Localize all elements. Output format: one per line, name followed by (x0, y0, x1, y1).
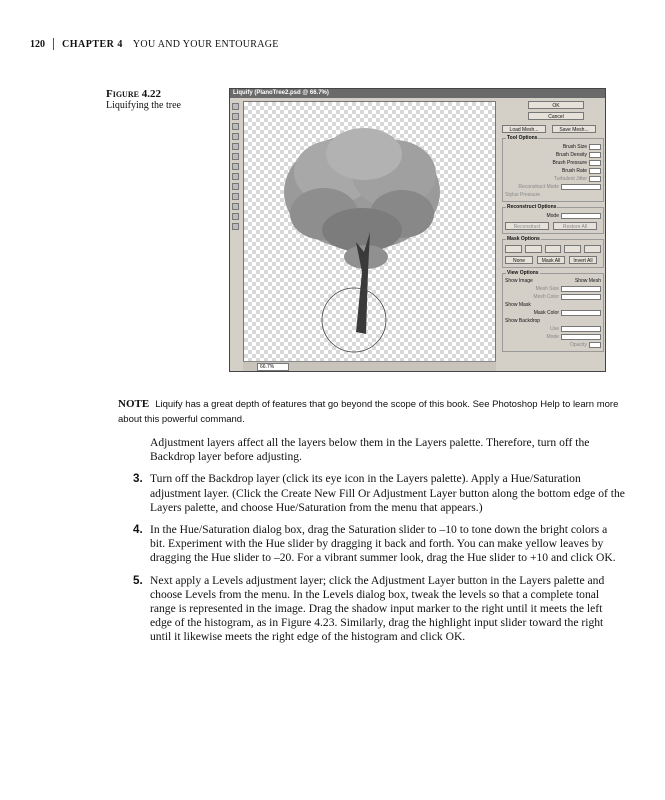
revert-mode-select[interactable] (561, 213, 601, 219)
note-label: NOTE (118, 398, 150, 410)
shift-pixels-tool-icon[interactable] (232, 163, 239, 170)
backdrop-mode-label: Mode (546, 334, 559, 340)
reconstruct-options-section (502, 204, 604, 234)
note-block (118, 397, 628, 427)
freeze-tool-icon[interactable] (232, 193, 239, 200)
turbulent-jitter-field[interactable] (589, 176, 601, 182)
mesh-color-select[interactable] (561, 294, 601, 300)
mask-add-icon[interactable] (525, 245, 542, 253)
mask-options-title: Mask Options (507, 236, 540, 242)
reconstruct-mode-select[interactable] (561, 184, 601, 190)
brush-size-field[interactable] (589, 144, 601, 150)
header-divider (53, 38, 54, 50)
tree-image (244, 102, 495, 360)
view-options-section (502, 270, 604, 352)
mask-none-button[interactable]: None (505, 256, 533, 264)
brush-pressure-label: Brush Pressure (552, 160, 587, 166)
turbulent-jitter-label: Turbulent Jitter (553, 176, 587, 182)
preview-canvas[interactable] (243, 101, 496, 363)
body-text (133, 436, 625, 653)
window-title: Liquify (PlanoTree2.psd @ 66.7%) (230, 89, 605, 98)
figure-label: Figure 4.22 (106, 88, 161, 100)
zoom-field[interactable]: 66.7% (257, 363, 289, 371)
mesh-size-label: Mesh Size (535, 286, 559, 292)
liquify-screenshot (229, 88, 606, 372)
invert-all-button[interactable]: Invert All (569, 256, 597, 264)
twirl-cw-tool-icon[interactable] (232, 123, 239, 130)
load-mesh-button[interactable]: Load Mesh... (502, 125, 546, 133)
hand-tool-icon[interactable] (232, 213, 239, 220)
save-mesh-button[interactable]: Save Mesh... (552, 125, 596, 133)
tool-options-title: Tool Options (507, 135, 538, 141)
restore-all-button[interactable]: Restore All (553, 222, 597, 230)
mesh-size-select[interactable] (561, 286, 601, 292)
tool-options-section (502, 135, 604, 202)
opacity-label: Opacity (570, 342, 587, 348)
step-number: 3. (133, 472, 143, 486)
ok-button[interactable]: OK (528, 101, 584, 109)
intro-paragraph: Adjustment layers affect all the layers below them in the Layers palette. Therefore, turn off the Backdrop layer before adjusting. (150, 436, 590, 464)
brush-size-label: Brush Size (562, 144, 587, 150)
page-number: 120 (30, 38, 45, 50)
use-select[interactable] (561, 326, 601, 332)
mask-subtract-icon[interactable] (545, 245, 562, 253)
show-backdrop-checkbox[interactable]: Show Backdrop (505, 318, 541, 324)
backdrop-mode-select[interactable] (561, 334, 601, 340)
reconstruct-tool-icon[interactable] (232, 183, 239, 190)
step-item (133, 472, 625, 515)
use-label: Use (550, 326, 559, 332)
brush-density-label: Brush Density (555, 152, 587, 158)
figure-caption: Liquifying the tree (106, 100, 181, 111)
mask-intersect-icon[interactable] (564, 245, 581, 253)
reconstruct-mode-label: Reconstruct Mode (518, 184, 559, 190)
status-bar (243, 361, 496, 371)
show-mesh-checkbox[interactable]: Show Mesh (574, 278, 601, 284)
show-image-checkbox[interactable]: Show Image (505, 278, 533, 284)
mask-options-section (502, 236, 604, 268)
reflection-tool-icon[interactable] (232, 173, 239, 180)
reconstruct-mode-label2: Mode (546, 213, 559, 219)
brush-rate-label: Brush Rate (561, 168, 587, 174)
opacity-field[interactable] (589, 342, 601, 348)
options-panel (502, 101, 604, 352)
step-item (133, 573, 625, 645)
chapter-title: YOU AND YOUR ENTOURAGE (132, 38, 279, 50)
chapter-label: CHAPTER 4 (62, 38, 123, 50)
step-text: Turn off the Backdrop layer (click its eye icon in the Layers palette). Apply a Hue/Saturation adjustment layer. (Click the Create New Fill Or Adjustment Layer button along the bottom edge of the Layers palette, and choose Hue/Saturation from the menu that appears.) (150, 472, 625, 514)
step-number: 5. (133, 573, 143, 587)
mask-all-button[interactable]: Mask All (537, 256, 565, 264)
steps-list (133, 472, 625, 644)
tool-palette (232, 103, 240, 233)
twirl-ccw-tool-icon[interactable] (232, 133, 239, 140)
turbulence-tool-icon[interactable] (232, 113, 239, 120)
note-text: Liquify has a great depth of features that go beyond the scope of this book. See Photoshop Help to learn more about this powerful command. (118, 399, 619, 425)
view-options-title: View Options (507, 270, 539, 276)
brush-rate-field[interactable] (589, 168, 601, 174)
step-text: In the Hue/Saturation dialog box, drag the Saturation slider to –10 to tone down the bright colors a bit. Experiment with the Hue slider by dragging it back and forth. You can make yellow leaves by dragging the Hue slider to –20. For a vibrant summer look, drag the Hue slider to +10 and click OK. (150, 523, 616, 565)
step-number: 4. (133, 523, 143, 537)
mask-color-select[interactable] (561, 310, 601, 316)
show-mask-checkbox[interactable]: Show Mask (505, 302, 531, 308)
reconstruct-button[interactable]: Reconstruct (505, 222, 549, 230)
thaw-tool-icon[interactable] (232, 203, 239, 210)
brush-pressure-field[interactable] (589, 160, 601, 166)
mask-invert-icon[interactable] (584, 245, 601, 253)
warp-tool-icon[interactable] (232, 103, 239, 110)
stylus-pressure-checkbox[interactable]: Stylus Pressure (505, 192, 541, 198)
mask-replace-icon[interactable] (505, 245, 522, 253)
step-item (133, 523, 625, 566)
pucker-tool-icon[interactable] (232, 143, 239, 150)
reconstruct-options-title: Reconstruct Options (507, 204, 557, 210)
mask-color-label: Mask Color (533, 310, 559, 316)
brush-density-field[interactable] (589, 152, 601, 158)
mesh-color-label: Mesh Color (533, 294, 559, 300)
cancel-button[interactable]: Cancel (528, 112, 584, 120)
bloat-tool-icon[interactable] (232, 153, 239, 160)
zoom-tool-icon[interactable] (232, 223, 239, 230)
running-header (30, 38, 279, 50)
step-text: Next apply a Levels adjustment layer; click the Adjustment Layer button in the Layers palette and choose Levels from the menu. In the Levels dialog box, tweak the levels so that a complete tonal range is represented in the image. Drag the shadow input marker to the right until it meets the left edge of the histogram, as in Figure 4.23. Similarly, drag the highlight input slider toward the right until it likewise meets the right edge of the histogram and click OK. (150, 573, 605, 644)
